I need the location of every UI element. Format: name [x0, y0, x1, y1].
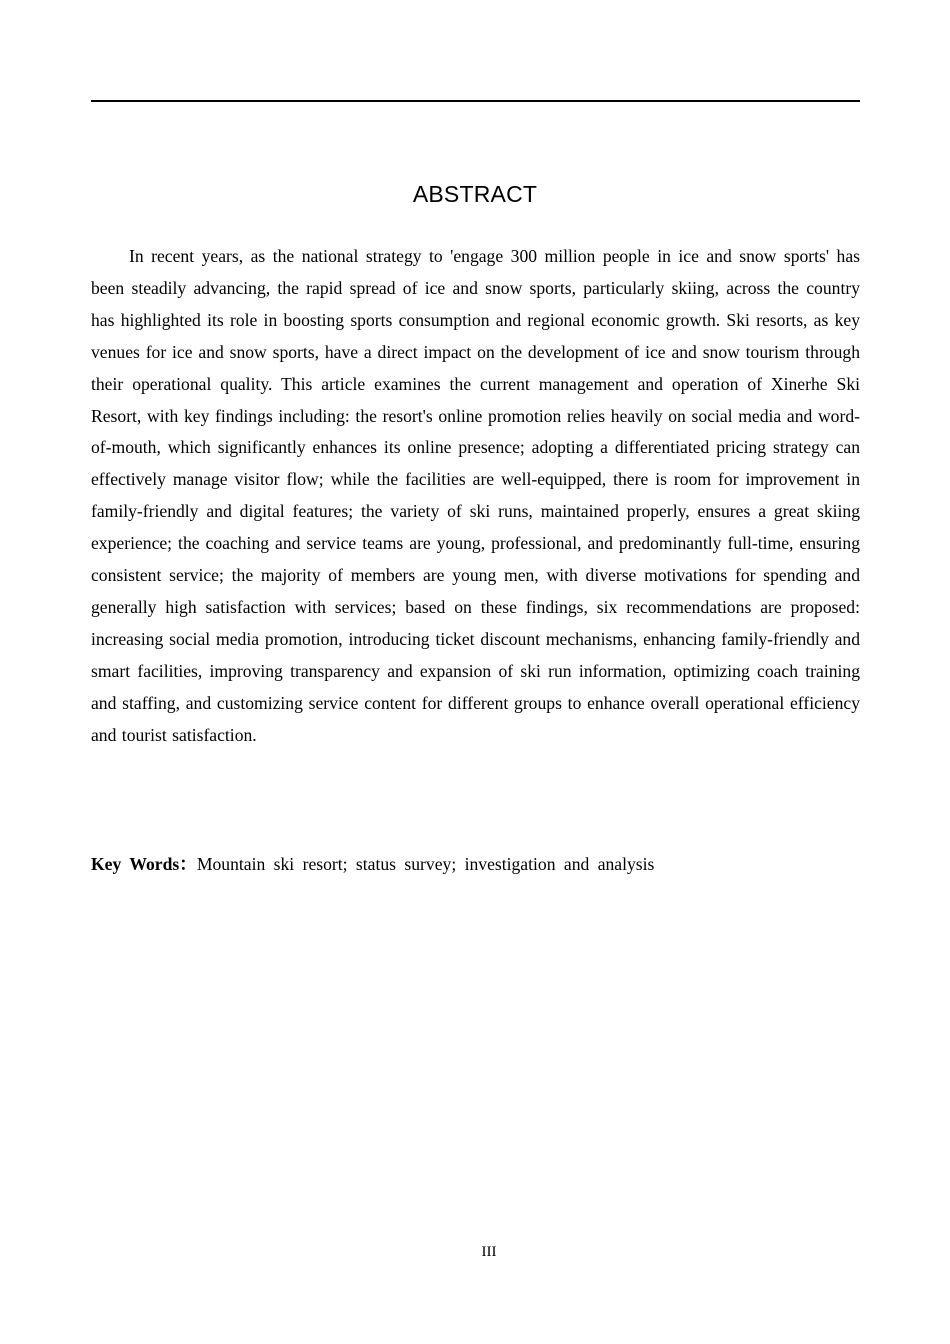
keywords-text: Mountain ski resort; status survey; investigation and analysis [196, 854, 655, 874]
page-number: III [481, 1244, 497, 1260]
keywords-line [91, 849, 860, 880]
abstract-paragraph: In recent years, as the national strategy to 'engage 300 million people in ice and snow sports' has been steadily advancing, the rapid spread of ice and snow sports, particularly skiing, across the country has highlighted its role in boosting sports consumption and regional economic growth. Ski resorts, as key venues for ice and snow sports, have a direct impact on the development of ice and snow tourism through their operational quality. This article examines the current management and operation of Xinerhe Ski Resort, with key findings including: the resort's online promotion relies heavily on social media and word-of-mouth, which significantly enhances its online presence; adopting a differentiated pricing strategy can effectively manage visitor flow; while the facilities are well-equipped, there is room for improvement in family-friendly and digital features; the variety of ski runs, maintained properly, ensures a great skiing experience; the coaching and service teams are young, professional, and predominantly full-time, ensuring consistent service; the majority of members are young men, with diverse motivations for spending and generally high satisfaction with services; based on these findings, six recommendations are proposed: increasing social media promotion, introducing ticket discount mechanisms, enhancing family-friendly and smart facilities, improving transparency and expansion of ski run information, optimizing coach training and staffing, and customizing service content for different groups to enhance overall operational efficiency and tourist satisfaction. [91, 246, 860, 745]
keywords-label: Key Words [91, 854, 180, 874]
header-rule [91, 100, 860, 102]
keywords-separator: ： [179, 854, 197, 874]
page-title: ABSTRACT [412, 181, 538, 207]
